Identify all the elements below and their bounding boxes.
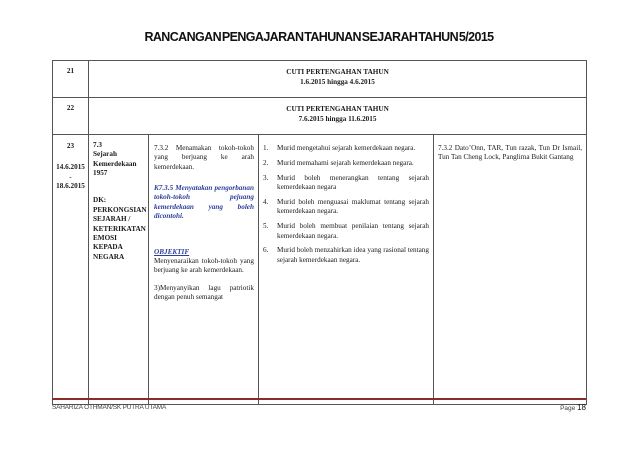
date-separator: - [69,172,72,181]
list-item [263,246,429,265]
page-label: Page [560,405,576,412]
notes-text: 7.3.2 Dato’Onn, TAR, Tun razak, Tun Dr Ismail, Tun Tan Cheng Lock, Panglima Bukit Gantang [438,144,583,162]
holiday-cell [89,61,587,98]
list-item [263,159,429,168]
dk-line: PERKONGSIAN [93,205,147,214]
activities-cell [259,135,434,405]
week-cell [53,135,89,405]
notes-cell [434,135,587,405]
item-number: 1. [263,144,269,152]
item-number: 2. [263,158,269,167]
dk-line: DK: [93,196,107,205]
item-text: Murid boleh menerangkan tentang sejarah kemerdekaan negara [277,173,429,192]
week-number: 23 [66,142,75,150]
table-row [53,98,587,135]
standard-text: 7.3.2 Menamakan tokoh-tokoh yang berjuang ke arah kemerdekaan. [154,144,254,171]
item-text: Murid memahami sejarah kemerdekaan negara. [277,158,414,167]
list-item [263,198,429,217]
week-number: 22 [53,98,89,135]
topic-line: Sejarah [93,150,117,159]
objektif-text: Menyenaraikan tokoh-tokoh yang berjuang ke arah kemerdekaan. [154,256,254,275]
holiday-dates: 7.6.2015 hingga 11.6.2015 [298,115,377,124]
topic-code: 7.3 [93,141,102,149]
item-number: 3. [263,173,269,182]
dk-line: EMOSI KEPADA [93,233,123,252]
list-item [263,144,429,153]
holiday-dates: 1.6.2015 hingga 4.6.2015 [300,78,375,87]
holiday-cell [89,98,587,135]
dk-line: SEJARAH / [93,215,131,224]
objektif-text: 3)Menyanyikan lagu patriotik dengan penuh semangat [154,283,254,301]
date-start: 14.6.2015 [56,163,85,172]
item-number: 4. [263,197,269,206]
topic-line: Kemerdekaan 1957 [93,159,137,178]
lesson-plan-table [52,60,587,405]
dk-line: NEGARA [93,252,125,261]
holiday-title: CUTI PERTENGAHAN TAHUN [286,68,389,76]
table-row [53,61,587,98]
footer-author: SAHARIZA OTHMAN/SK PUTRA UTAMA [52,404,167,411]
table-row [53,135,587,405]
item-text: Murid boleh menguasai maklumat tentang sejarah kemerdekaan negara. [277,197,429,216]
item-text: Murid mengetahui sejarah kemerdekaan negara. [277,144,416,152]
item-number: 6. [263,246,269,255]
item-number: 5. [263,222,269,231]
standard-cell [149,135,259,405]
date-end: 18.6.2015 [56,182,85,191]
week-number: 21 [53,61,89,98]
list-item [263,222,429,241]
k-standard-text: K7.3.5 Menyatakan pengorbanan tokoh-tokoh pejuang kemerdekaan yang boleh dicontohi. [154,184,254,221]
dk-line: KETERIKATAN [93,224,146,233]
list-item [263,174,429,193]
footer-page [560,403,586,412]
item-text: Murid boleh membuat penilaian tentang sejarah kemerdekaan negara. [277,222,429,240]
holiday-title: CUTI PERTENGAHAN TAHUN [286,105,389,113]
document-title: RANCANGAN PENGAJARAN TAHUNAN SEJARAH TAHUN 5/2015 [144,30,494,44]
item-text: Murid boleh menzahirkan idea yang rasional tentang sejarah kemerdekaan negara. [277,246,429,264]
page-number: 18 [577,403,586,412]
objektif-label: OBJEKTIF [154,247,190,256]
topic-cell [89,135,149,405]
footer-rule [52,398,586,400]
activities-list [263,144,429,265]
